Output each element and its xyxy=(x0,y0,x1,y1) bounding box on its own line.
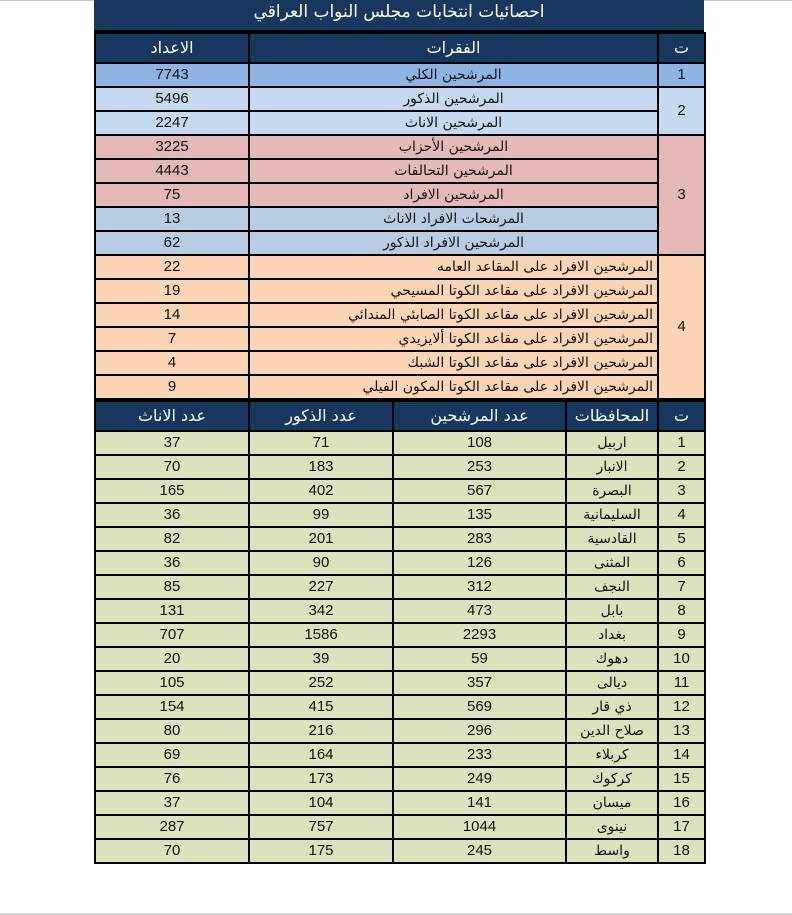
candidates-cell: 126 xyxy=(393,551,566,575)
item-cell: المرشحين الافراد الذكور xyxy=(249,231,658,255)
candidates-cell: 59 xyxy=(393,647,566,671)
summary-row xyxy=(95,231,705,255)
header-province: المحافظات xyxy=(566,401,658,431)
count-cell: 4443 xyxy=(95,159,249,183)
females-cell: 37 xyxy=(95,431,249,455)
index-cell: 2 xyxy=(658,455,705,479)
count-cell: 3225 xyxy=(95,135,249,159)
index-cell: 14 xyxy=(658,743,705,767)
males-cell: 201 xyxy=(249,527,393,551)
males-cell: 71 xyxy=(249,431,393,455)
index-cell: 4 xyxy=(658,503,705,527)
count-cell: 22 xyxy=(95,255,249,279)
province-row xyxy=(95,455,705,479)
province-cell: الانبار xyxy=(566,455,658,479)
males-cell: 39 xyxy=(249,647,393,671)
females-cell: 85 xyxy=(95,575,249,599)
females-cell: 36 xyxy=(95,551,249,575)
province-cell: المثنى xyxy=(566,551,658,575)
index-cell: 12 xyxy=(658,695,705,719)
item-cell: المرشحين الافراد على مقاعد الكوتا الصابئي المندائي xyxy=(249,303,658,327)
province-row xyxy=(95,791,705,815)
females-cell: 36 xyxy=(95,503,249,527)
males-cell: 216 xyxy=(249,719,393,743)
females-cell: 76 xyxy=(95,767,249,791)
province-cell: القادسية xyxy=(566,527,658,551)
females-cell: 154 xyxy=(95,695,249,719)
candidates-cell: 283 xyxy=(393,527,566,551)
province-row xyxy=(95,647,705,671)
group-index-cell: 1 xyxy=(658,63,705,87)
males-cell: 415 xyxy=(249,695,393,719)
females-cell: 70 xyxy=(95,839,249,863)
candidates-cell: 357 xyxy=(393,671,566,695)
index-cell: 13 xyxy=(658,719,705,743)
summary-row xyxy=(95,135,705,159)
item-cell: المرشحات الافراد الاناث xyxy=(249,207,658,231)
province-row xyxy=(95,671,705,695)
index-cell: 3 xyxy=(658,479,705,503)
males-cell: 99 xyxy=(249,503,393,527)
summary-row xyxy=(95,255,705,279)
item-cell: المرشحين الاناث xyxy=(249,111,658,135)
candidates-cell: 233 xyxy=(393,743,566,767)
females-cell: 287 xyxy=(95,815,249,839)
males-cell: 104 xyxy=(249,791,393,815)
index-cell: 11 xyxy=(658,671,705,695)
candidates-cell: 473 xyxy=(393,599,566,623)
count-cell: 5496 xyxy=(95,87,249,111)
header-item: الفقرات xyxy=(249,33,658,63)
index-cell: 17 xyxy=(658,815,705,839)
candidates-cell: 108 xyxy=(393,431,566,455)
count-cell: 9 xyxy=(95,375,249,399)
header-males: عدد الذكور xyxy=(249,401,393,431)
summary-row xyxy=(95,375,705,399)
summary-row xyxy=(95,303,705,327)
province-row xyxy=(95,767,705,791)
females-cell: 105 xyxy=(95,671,249,695)
province-row xyxy=(95,839,705,863)
count-cell: 14 xyxy=(95,303,249,327)
item-cell: المرشحين الافراد على مقاعد الكوتا الشبك xyxy=(249,351,658,375)
province-cell: صلاح الدين xyxy=(566,719,658,743)
province-row xyxy=(95,599,705,623)
province-cell: النجف xyxy=(566,575,658,599)
item-cell: المرشحين الافراد على مقاعد الكوتا ألايزيدي xyxy=(249,327,658,351)
females-cell: 69 xyxy=(95,743,249,767)
females-cell: 37 xyxy=(95,791,249,815)
item-cell: المرشحين الافراد xyxy=(249,183,658,207)
province-row xyxy=(95,575,705,599)
index-cell: 7 xyxy=(658,575,705,599)
summary-row xyxy=(95,87,705,111)
index-cell: 8 xyxy=(658,599,705,623)
province-cell: بغداد xyxy=(566,623,658,647)
males-cell: 175 xyxy=(249,839,393,863)
candidates-cell: 312 xyxy=(393,575,566,599)
index-cell: 5 xyxy=(658,527,705,551)
females-cell: 80 xyxy=(95,719,249,743)
province-cell: كربلاء xyxy=(566,743,658,767)
group-index-cell: 4 xyxy=(658,255,705,399)
count-cell: 2247 xyxy=(95,111,249,135)
province-row xyxy=(95,503,705,527)
count-cell: 62 xyxy=(95,231,249,255)
group-index-cell: 2 xyxy=(658,87,705,135)
summary-header-row xyxy=(95,33,705,63)
candidates-cell: 2293 xyxy=(393,623,566,647)
candidates-cell: 141 xyxy=(393,791,566,815)
provinces-table xyxy=(94,400,706,864)
candidates-cell: 567 xyxy=(393,479,566,503)
candidates-cell: 249 xyxy=(393,767,566,791)
males-cell: 173 xyxy=(249,767,393,791)
males-cell: 183 xyxy=(249,455,393,479)
candidates-cell: 245 xyxy=(393,839,566,863)
province-row xyxy=(95,815,705,839)
count-cell: 4 xyxy=(95,351,249,375)
females-cell: 20 xyxy=(95,647,249,671)
males-cell: 227 xyxy=(249,575,393,599)
candidates-cell: 1044 xyxy=(393,815,566,839)
sheet-title: احصائيات انتخابات مجلس النواب العراقي xyxy=(94,0,704,32)
province-row xyxy=(95,527,705,551)
count-cell: 19 xyxy=(95,279,249,303)
summary-table xyxy=(94,32,706,400)
summary-row xyxy=(95,351,705,375)
candidates-cell: 569 xyxy=(393,695,566,719)
province-cell: واسط xyxy=(566,839,658,863)
males-cell: 90 xyxy=(249,551,393,575)
summary-row xyxy=(95,327,705,351)
males-cell: 252 xyxy=(249,671,393,695)
females-cell: 82 xyxy=(95,527,249,551)
province-cell: بابل xyxy=(566,599,658,623)
index-cell: 1 xyxy=(658,431,705,455)
province-cell: البصرة xyxy=(566,479,658,503)
males-cell: 402 xyxy=(249,479,393,503)
header-index: ت xyxy=(658,33,705,63)
header-females: عدد الاناث xyxy=(95,401,249,431)
males-cell: 342 xyxy=(249,599,393,623)
index-cell: 9 xyxy=(658,623,705,647)
index-cell: 18 xyxy=(658,839,705,863)
item-cell: المرشحين الكلي xyxy=(249,63,658,87)
females-cell: 165 xyxy=(95,479,249,503)
province-row xyxy=(95,551,705,575)
summary-row xyxy=(95,207,705,231)
province-row xyxy=(95,695,705,719)
province-cell: ذي قار xyxy=(566,695,658,719)
count-cell: 7 xyxy=(95,327,249,351)
count-cell: 75 xyxy=(95,183,249,207)
summary-row xyxy=(95,183,705,207)
summary-row xyxy=(95,111,705,135)
province-row xyxy=(95,623,705,647)
province-row xyxy=(95,743,705,767)
index-cell: 6 xyxy=(658,551,705,575)
item-cell: المرشحين الأحزاب xyxy=(249,135,658,159)
province-cell: ميسان xyxy=(566,791,658,815)
province-row xyxy=(95,479,705,503)
province-cell: كركوك xyxy=(566,767,658,791)
province-row xyxy=(95,431,705,455)
summary-row xyxy=(95,279,705,303)
province-row xyxy=(95,719,705,743)
summary-row xyxy=(95,159,705,183)
province-cell: ديالى xyxy=(566,671,658,695)
province-cell: السليمانية xyxy=(566,503,658,527)
group-index-cell: 3 xyxy=(658,135,705,255)
index-cell: 15 xyxy=(658,767,705,791)
header-candidates: عدد المرشحين xyxy=(393,401,566,431)
candidates-cell: 135 xyxy=(393,503,566,527)
males-cell: 757 xyxy=(249,815,393,839)
header-count: الاعداد xyxy=(95,33,249,63)
province-cell: اربيل xyxy=(566,431,658,455)
count-cell: 7743 xyxy=(95,63,249,87)
index-cell: 16 xyxy=(658,791,705,815)
females-cell: 70 xyxy=(95,455,249,479)
statistics-sheet xyxy=(94,0,704,864)
males-cell: 1586 xyxy=(249,623,393,647)
index-cell: 10 xyxy=(658,647,705,671)
item-cell: المرشحين التحالفات xyxy=(249,159,658,183)
provinces-header-row xyxy=(95,401,705,431)
province-cell: دهوك xyxy=(566,647,658,671)
item-cell: المرشحين الافراد على مقاعد الكوتا المكون الفيلي xyxy=(249,375,658,399)
count-cell: 13 xyxy=(95,207,249,231)
candidates-cell: 296 xyxy=(393,719,566,743)
summary-row xyxy=(95,63,705,87)
item-cell: المرشحين الافراد على المقاعد العامه xyxy=(249,255,658,279)
males-cell: 164 xyxy=(249,743,393,767)
province-cell: نينوى xyxy=(566,815,658,839)
item-cell: المرشحين الذكور xyxy=(249,87,658,111)
candidates-cell: 253 xyxy=(393,455,566,479)
header-index: ت xyxy=(658,401,705,431)
females-cell: 131 xyxy=(95,599,249,623)
item-cell: المرشحين الافراد على مقاعد الكوتا المسيحي xyxy=(249,279,658,303)
females-cell: 707 xyxy=(95,623,249,647)
